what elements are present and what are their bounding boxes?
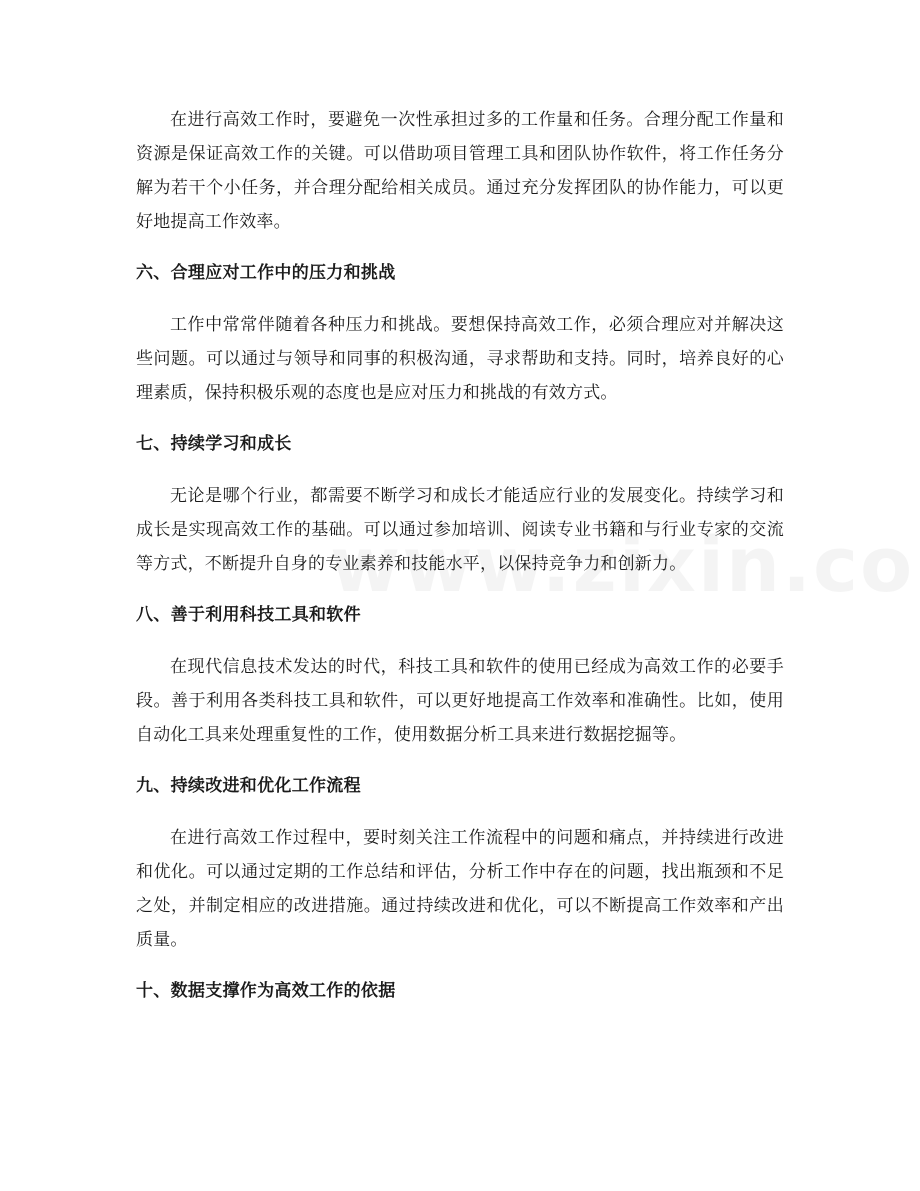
document-body — [136, 103, 784, 1005]
section-heading: 六、合理应对工作中的压力和挑战 — [136, 263, 396, 283]
section-paragraph: 在进行高效工作过程中，要时刻关注工作流程中的问题和痛点，并持续进行改进和优化。可以通过定期的工作总结和评估，分析工作中存在的问题，找出瓶颈和不足之处，并制定相应的改进措施。通过持续改进和优化，可以不断提高工作效率和产出质量。 — [136, 828, 784, 950]
section-10 — [136, 977, 784, 1005]
section-6 — [136, 259, 784, 430]
section-heading: 七、持续学习和成长 — [136, 434, 292, 454]
section-paragraph: 在现代信息技术发达的时代，科技工具和软件的使用已经成为高效工作的必要手段。善于利用各类科技工具和软件，可以更好地提高工作效率和准确性。比如，使用自动化工具来处理重复性的工作，使用数据分析工具来进行数据挖掘等。 — [136, 657, 784, 745]
section-7 — [136, 430, 784, 601]
section-heading: 九、持续改进和优化工作流程 — [136, 776, 361, 796]
intro-paragraph: 在进行高效工作时，要避免一次性承担过多的工作量和任务。合理分配工作量和资源是保证高效工作的关键。可以借助项目管理工具和团队协作软件，将工作任务分解为若干个小任务，并合理分配给相关成员。通过充分发挥团队的协作能力，可以更好地提高工作效率。 — [136, 110, 784, 232]
section-heading: 十、数据支撑作为高效工作的依据 — [136, 981, 396, 1001]
section-9 — [136, 772, 784, 977]
section-paragraph: 工作中常常伴随着各种压力和挑战。要想保持高效工作，必须合理应对并解决这些问题。可以通过与领导和同事的积极沟通，寻求帮助和支持。同时，培养良好的心理素质，保持积极乐观的态度也是应对压力和挑战的有效方式。 — [136, 315, 784, 403]
section-8 — [136, 601, 784, 772]
section-paragraph: 无论是哪个行业，都需要不断学习和成长才能适应行业的发展变化。持续学习和成长是实现高效工作的基础。可以通过参加培训、阅读专业书籍和与行业专家的交流等方式，不断提升自身的专业素养和技能水平，以保持竞争力和创新力。 — [136, 486, 784, 574]
section-heading: 八、善于利用科技工具和软件 — [136, 605, 361, 625]
